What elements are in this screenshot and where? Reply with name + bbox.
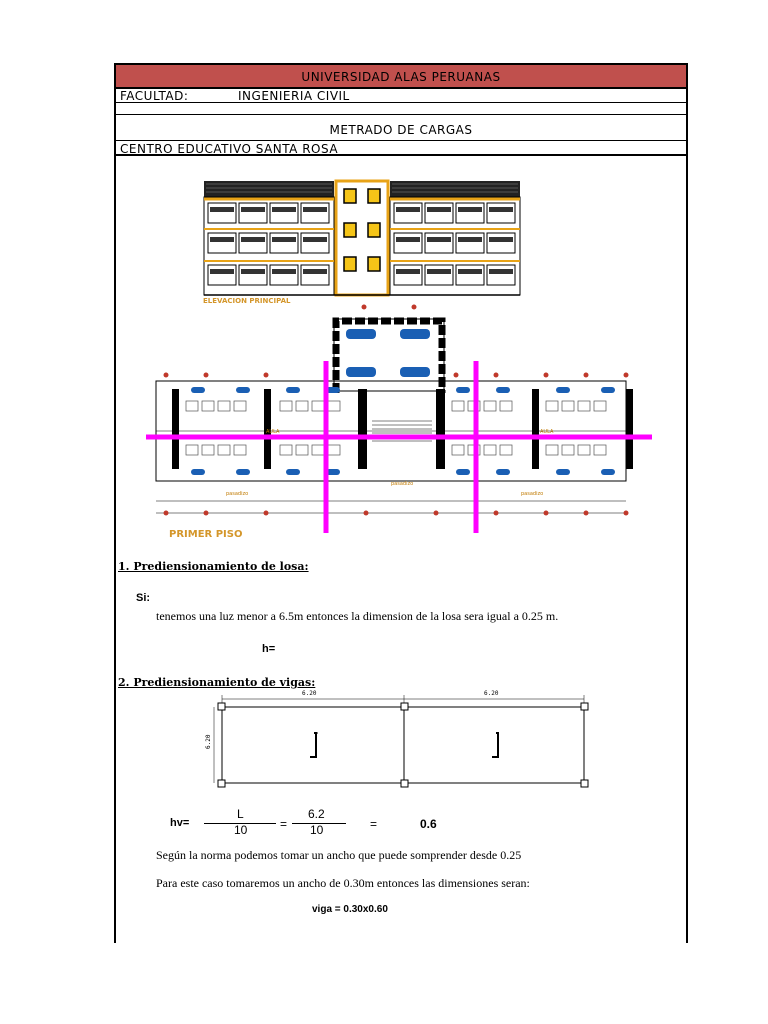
project-name: CENTRO EDUCATIVO SANTA ROSA	[120, 142, 339, 156]
formula-num1: L	[237, 807, 244, 821]
plan-corridor-label-3: pasadizo	[521, 491, 544, 497]
plan-aula-label-2: AULA	[540, 429, 554, 435]
university-title: UNIVERSIDAD ALAS PERUANAS	[301, 70, 501, 84]
formula-den2: 10	[310, 823, 324, 837]
section2-text1: Según la norma podemos tomar un ancho que puede somprender desde 0.25	[156, 848, 522, 862]
header-project-row	[116, 141, 686, 156]
formula-lhs: hv=	[170, 817, 190, 829]
faculty-value: INGENIERIA CIVIL	[238, 89, 350, 103]
span-dim-1: 6.20	[302, 690, 317, 697]
height-dim: 6.20	[205, 734, 212, 749]
header-title-row	[116, 115, 686, 141]
plan-corridor-label-1: pasadizo	[226, 491, 249, 497]
header-university-row	[116, 63, 686, 89]
formula-result: 0.6	[420, 817, 437, 831]
section2-title: 2. Prediensionamiento de vigas:	[118, 676, 316, 689]
formula-den1: 10	[234, 823, 248, 837]
section1-si-label: Si:	[136, 592, 151, 604]
plan-corridor-label-2: pasadizo	[391, 481, 414, 487]
header-faculty-row	[116, 89, 686, 103]
beam-span-diagram	[206, 685, 596, 793]
document-title: METRADO DE CARGAS	[329, 123, 473, 137]
formula-eq1: =	[280, 817, 288, 831]
header-empty-row	[116, 103, 686, 115]
elevation-caption: ELEVACION PRINCIPAL	[203, 297, 291, 305]
formula-num2: 6.2	[308, 807, 325, 821]
plan-aula-label-1: AULA	[266, 429, 280, 435]
section1-title: 1. Prediensionamiento de losa:	[118, 560, 309, 573]
beam-dimension-result: viga = 0.30x0.60	[312, 904, 388, 915]
section1-h-label: h=	[262, 643, 276, 655]
section1-text: tenemos una luz menor a 6.5m entonces la dimension de la losa sera igual a 0.25 m.	[156, 609, 559, 623]
floor-plan-drawing	[146, 301, 656, 533]
span-dim-2: 6.20	[484, 690, 499, 697]
spreadsheet-page	[114, 63, 688, 943]
faculty-label: FACULTAD:	[120, 89, 189, 103]
plan-caption: PRIMER PISO	[169, 529, 243, 540]
formula-eq2: =	[370, 817, 378, 831]
section2-text2: Para este caso tomaremos un ancho de 0.30m entonces las dimensiones seran:	[156, 876, 530, 890]
